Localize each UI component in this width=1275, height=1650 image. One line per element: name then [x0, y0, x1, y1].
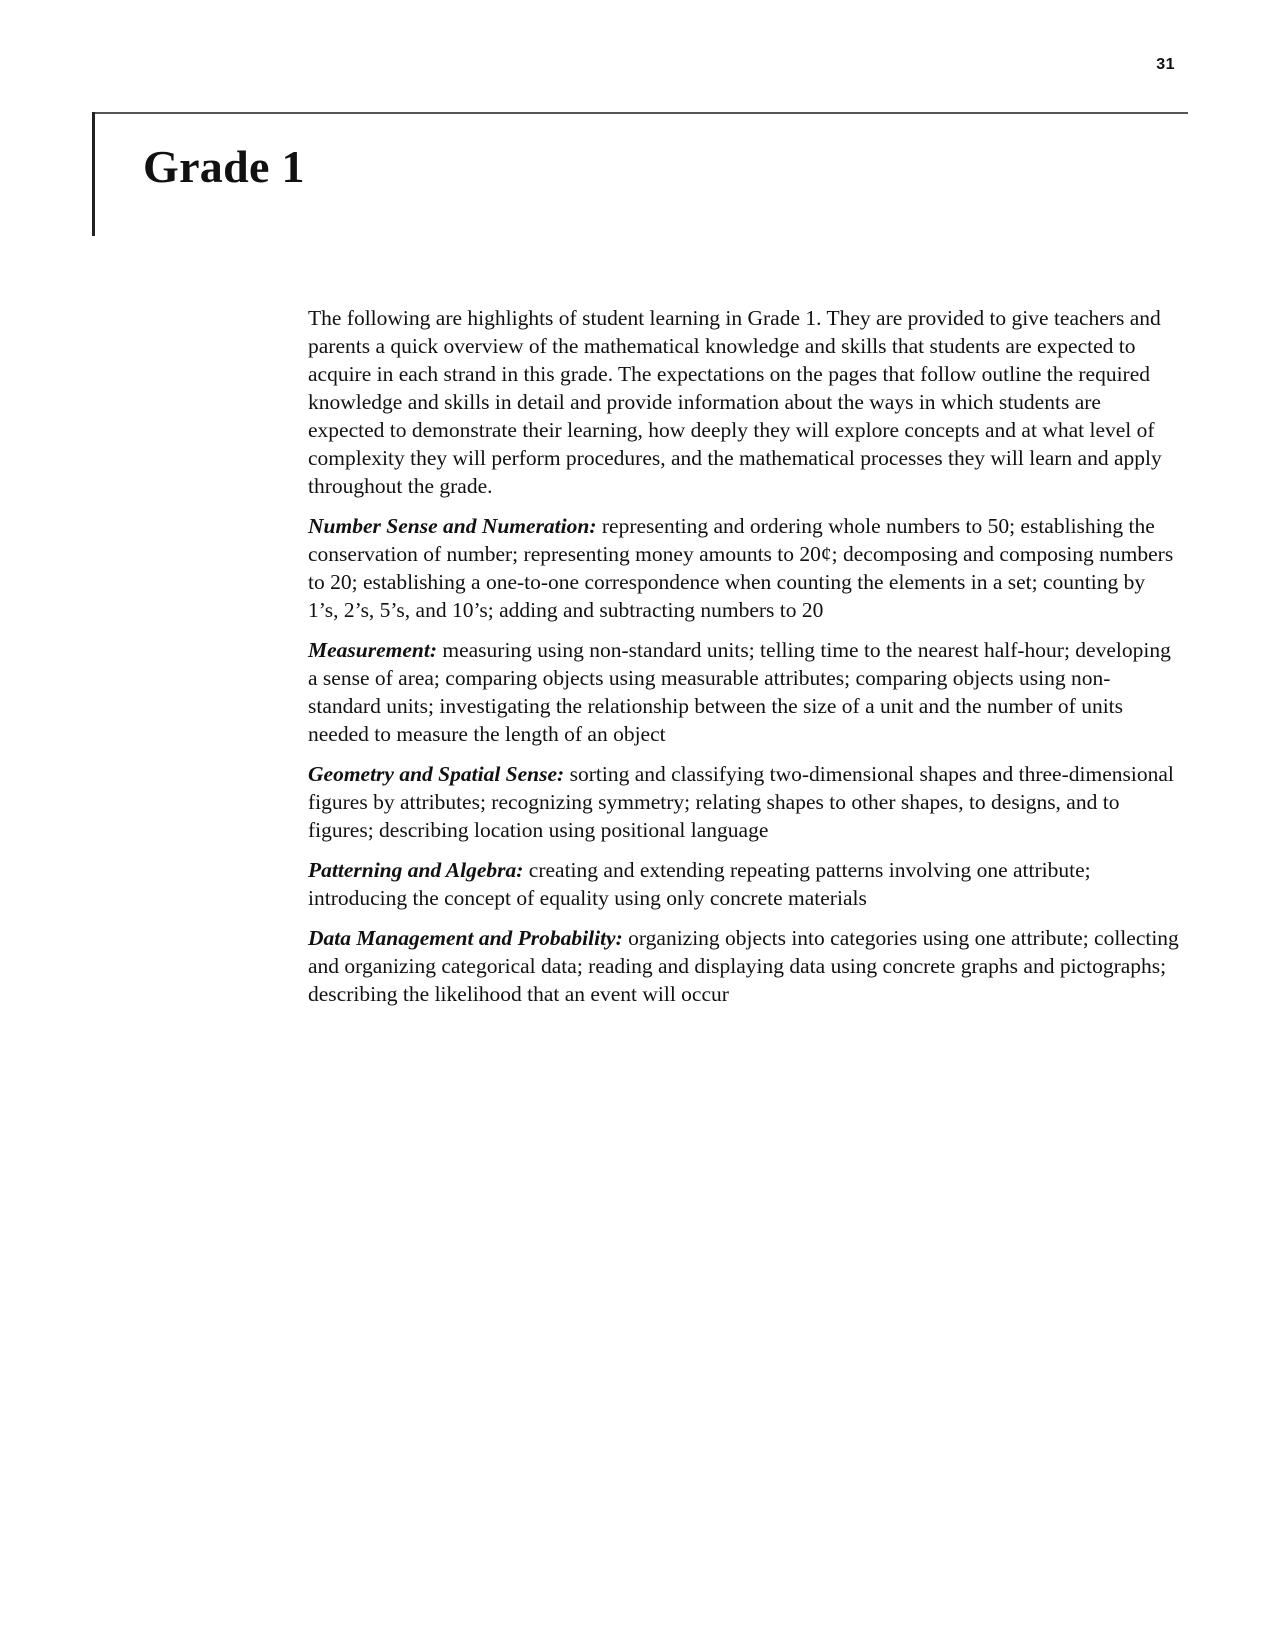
strand-data-management — [308, 924, 1180, 1008]
strand-description: organizing objects into categories using one attribute; collecting and organizing categorical data; reading and displaying data using concrete graphs and pictographs; describing the likelihood that an event will occur — [308, 926, 1179, 1006]
intro-paragraph: The following are highlights of student learning in Grade 1. They are provided to give teachers and parents a quick overview of the mathematical knowledge and skills that students are expected to acquire in each strand in this grade. The expectations on the pages that follow outline the required knowledge and skills in detail and provide information about the ways in which students are expected to demonstrate their learning, how deeply they will explore concepts and at what level of complexity they will perform procedures, and the mathematical processes they will learn and apply throughout the grade. — [308, 306, 1162, 498]
strand-description: creating and extending repeating patterns involving one attribute; introducing the concept of equality using only concrete materials — [308, 858, 1091, 910]
strand-name: Patterning and Algebra: — [308, 858, 524, 882]
strand-description: sorting and classifying two-dimensional shapes and three-dimensional figures by attributes; recognizing symmetry; relating shapes to other shapes, to designs, and to figures; describing location using positional language — [308, 762, 1174, 842]
strand-description: measuring using non-standard units; telling time to the nearest half-hour; developing a sense of area; comparing objects using measurable attributes; comparing objects using non-standard units; investigating the relationship between the size of a unit and the number of units needed to measure the length of an object — [308, 638, 1171, 746]
strand-description: representing and ordering whole numbers to 50; establishing the conservation of number; representing money amounts to 20¢; decomposing and composing numbers to 20; establishing a one-to-one correspondence when counting the elements in a set; counting by 1’s, 2’s, 5’s, and 10’s; adding and subtracting numbers to 20 — [308, 514, 1174, 622]
strand-name: Measurement: — [308, 638, 437, 662]
page-title: Grade 1 — [143, 141, 305, 192]
strand-name: Number Sense and Numeration: — [308, 514, 597, 538]
strand-number-sense — [308, 512, 1180, 624]
header-rule — [92, 112, 1188, 114]
highlights-content — [308, 304, 1180, 1020]
strand-name: Geometry and Spatial Sense: — [308, 762, 565, 786]
page-number: 31 — [1156, 56, 1175, 73]
strand-geometry — [308, 760, 1180, 844]
strand-patterning — [308, 856, 1180, 912]
strand-name: Data Management and Probability: — [308, 926, 623, 950]
strand-measurement — [308, 636, 1180, 748]
title-side-rule — [92, 112, 95, 236]
